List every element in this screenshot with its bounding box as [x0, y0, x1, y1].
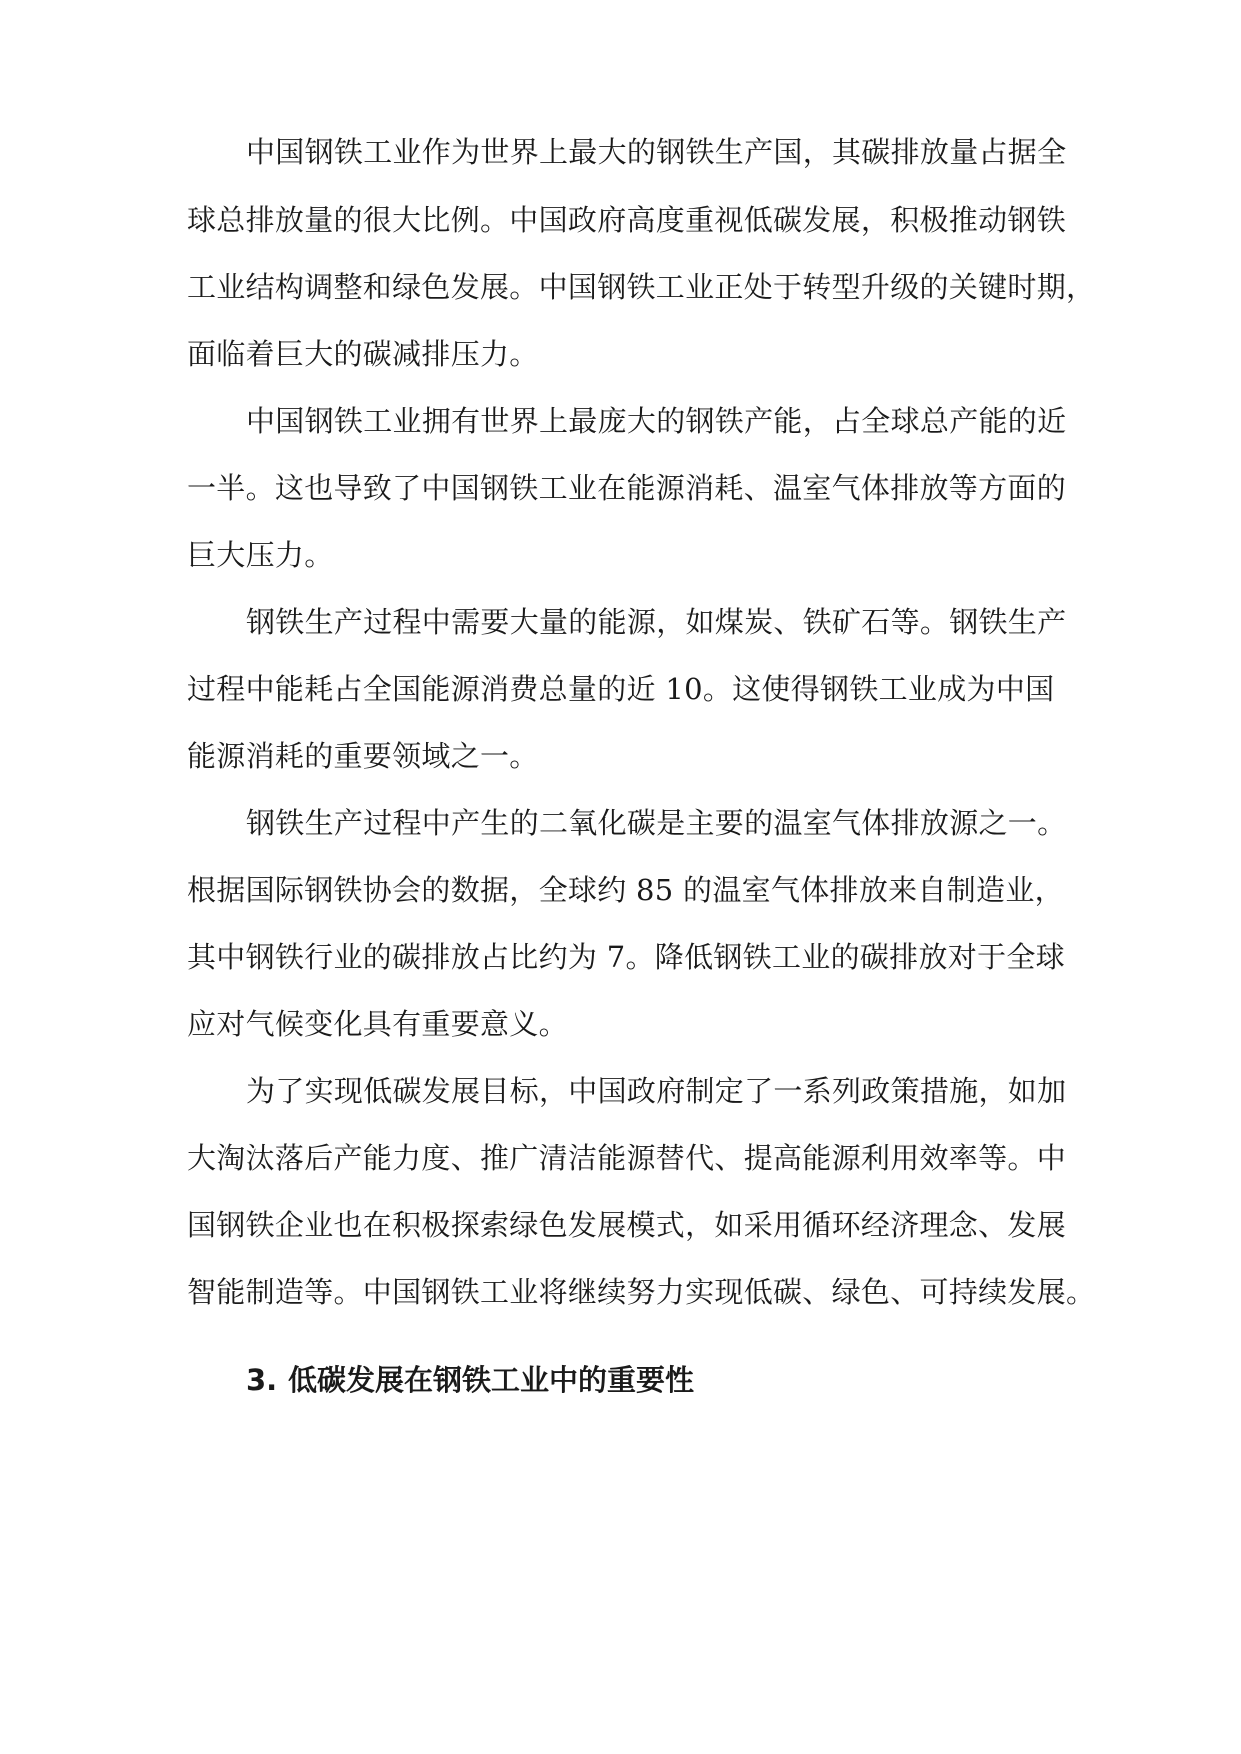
paragraph-4-line-1: 钢铁生产过程中产生的二氧化碳是主要的温室气体排放源之一。: [246, 806, 1067, 840]
paragraph-1-line-3: 工业结构调整和绿色发展。中国钢铁工业正处于转型升级的关键时期，: [187, 270, 1096, 304]
paragraph-2-line-3: 巨大压力。: [187, 538, 334, 572]
paragraph-5-line-3: 国钢铁企业也在积极探索绿色发展模式，如采用循环经济理念、发展: [187, 1208, 1067, 1242]
section-heading: [246, 1360, 694, 1400]
section-number: 3.: [246, 1363, 278, 1397]
paragraph-2-line-1: 中国钢铁工业拥有世界上最庞大的钢铁产能，占全球总产能的近: [246, 404, 1067, 438]
paragraph-2-line-2: 一半。这也导致了中国钢铁工业在能源消耗、温室气体排放等方面的: [187, 471, 1067, 505]
paragraph-5-line-1: 为了实现低碳发展目标，中国政府制定了一系列政策措施，如加: [246, 1074, 1067, 1108]
paragraph-1-line-1: 中国钢铁工业作为世界上最大的钢铁生产国，其碳排放量占据全: [246, 135, 1067, 169]
paragraph-4-line-3: 其中钢铁行业的碳排放占比约为 7。降低钢铁工业的碳排放对于全球: [187, 940, 1065, 974]
paragraph-3-line-1: 钢铁生产过程中需要大量的能源，如煤炭、铁矿石等。钢铁生产: [246, 605, 1067, 639]
paragraph-3-line-3: 能源消耗的重要领域之一。: [187, 739, 539, 773]
paragraph-5-line-4: 智能制造等。中国钢铁工业将继续努力实现低碳、绿色、可持续发展。: [187, 1275, 1096, 1309]
section-title: 低碳发展在钢铁工业中的重要性: [288, 1363, 695, 1397]
paragraph-1-line-2: 球总排放量的很大比例。中国政府高度重视低碳发展，积极推动钢铁: [187, 203, 1067, 237]
paragraph-1-line-4: 面临着巨大的碳减排压力。: [187, 337, 539, 371]
paragraph-4-line-2: 根据国际钢铁协会的数据，全球约 85 的温室气体排放来自制造业，: [187, 873, 1064, 907]
paragraph-5-line-2: 大淘汰落后产能力度、推广清洁能源替代、提高能源利用效率等。中: [187, 1141, 1067, 1175]
paragraph-3-line-2: 过程中能耗占全国能源消费总量的近 10。这使得钢铁工业成为中国: [187, 672, 1055, 706]
paragraph-4-line-4: 应对气候变化具有重要意义。: [187, 1007, 568, 1041]
